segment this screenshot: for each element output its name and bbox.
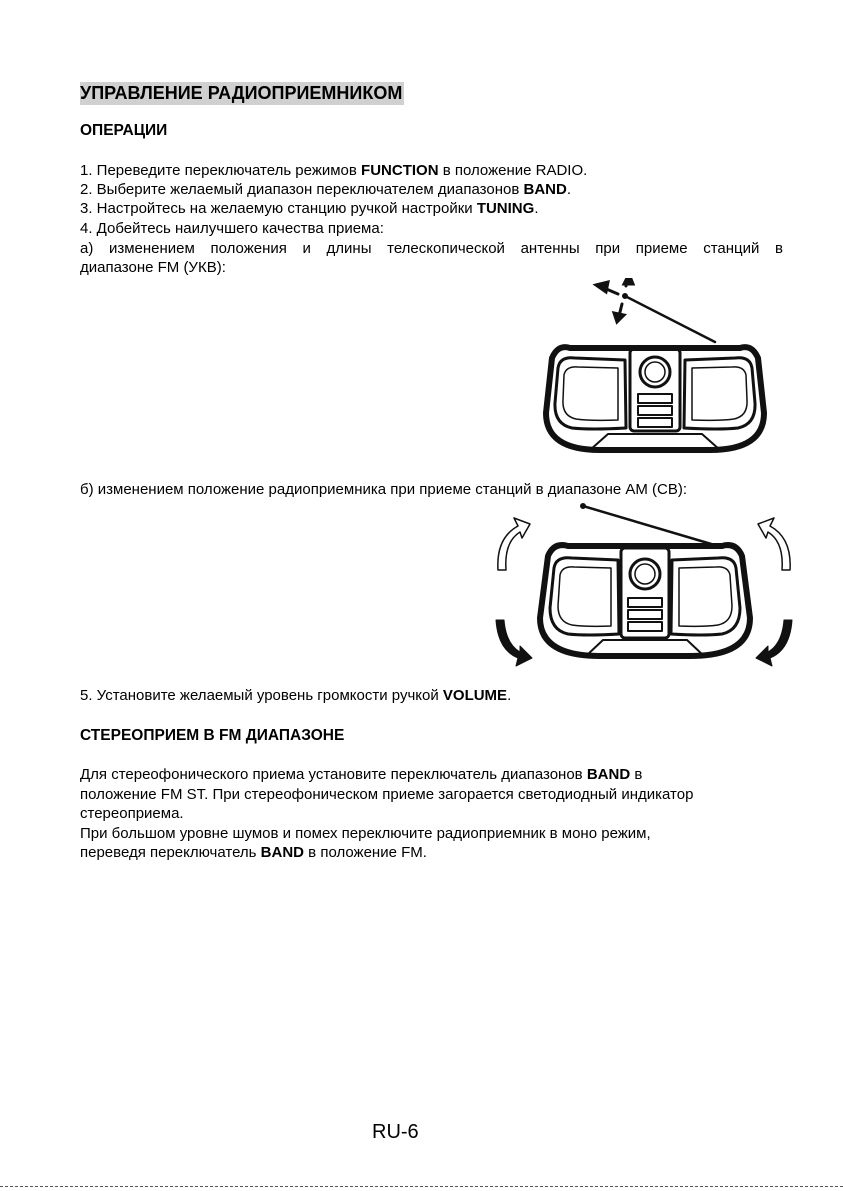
stereo-p1-line-1: Для стереофонического приема установите переключатель диапазонов BAND в	[80, 766, 643, 783]
boombox-antenna-figure	[530, 278, 780, 460]
step-4b: б) изменением положение радиоприемника при приеме станций в диапазоне AM (СВ):	[80, 481, 688, 498]
stereo-p2-line-2: переведя переключатель BAND в положение FM.	[80, 844, 427, 861]
stereo-heading: СТЕРЕОПРИЕМ В FM ДИАПАЗОНЕ	[80, 727, 345, 744]
stereo-p1-line-3: стереоприема.	[80, 805, 184, 822]
step-1: 1. Переведите переключатель режимов FUNCTION в положение RADIO.	[80, 162, 588, 179]
stereo-p2-line-1: При большом уровне шумов и помех переключите радиоприемник в моно режим,	[80, 825, 651, 842]
stereo-p1-line-2: положение FM ST. При стереофоническом приеме загорается светодиодный индикатор	[80, 786, 694, 803]
step-4: 4. Добейтесь наилучшего качества приема:	[80, 220, 384, 237]
step-4a-line-2: диапазоне FM (УКВ):	[80, 259, 226, 276]
rotate-down-left-icon	[496, 620, 532, 666]
antenna-line	[625, 296, 715, 342]
antenna-line	[583, 506, 718, 546]
rotate-up-left-icon	[498, 518, 530, 570]
step-2: 2. Выберите желаемый диапазон переключателем диапазонов BAND.	[80, 181, 571, 198]
step-4a-line-1: а) изменением положения и длины телескопической антенны при приеме станций в	[80, 240, 783, 257]
step-3: 3. Настройтесь на желаемую станцию ручкой настройки TUNING.	[80, 200, 539, 217]
page-title: УПРАВЛЕНИЕ РАДИОПРИЕМНИКОМ	[80, 83, 403, 103]
rotate-up-right-icon	[758, 518, 790, 570]
boombox-rotation-figure	[488, 498, 800, 670]
step-5: 5. Установите желаемый уровень громкости ручкой VOLUME.	[80, 687, 512, 704]
bottom-border	[0, 1186, 843, 1187]
rotate-down-right-icon	[756, 620, 792, 666]
operations-heading: ОПЕРАЦИИ	[80, 122, 168, 139]
page-number: RU-6	[372, 1121, 419, 1143]
